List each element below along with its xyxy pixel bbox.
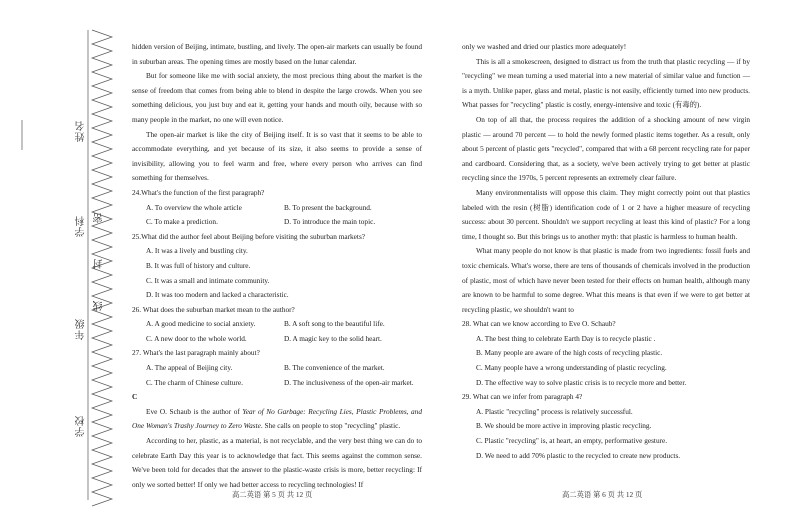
question-stem: 27. What's the last paragraph mainly about?: [132, 348, 260, 358]
page-footer: 高二英语 第 5 页 共 12 页: [232, 490, 313, 499]
answer-option: C. The charm of Chinese culture.: [146, 377, 243, 387]
question-options: [462, 405, 750, 463]
question-stem: 25.What did the author feel about Beijing before visiting the suburban markets?: [132, 231, 366, 241]
paragraph: On top of all that, the process requires the addition of a shocking amount of new virgin plastic — around 70 percent — to hold the newly formed plastic items together. As a result, only about 5 percent of plastic gets "recycled", compared that with a 68 percent recycling rate for paper and cardboard. Considering that, as a society, we've been actively trying to get better at plastic recycling since the 1970s, 5 percent represents an extremely clear failure.: [462, 114, 750, 183]
text: Eve O. Schaub is the author of: [146, 406, 243, 416]
label-grade: 年级: [76, 318, 87, 340]
paragraph: According to her, plastic, as a material, is not recyclable, and the very best thing we can do to celebrate Earth Day this year is to acknowledge that fact. This seems against the common sense. We've been told for decades that the answer to the plastic-waste crisis is more, better recycling: If only we sorted better! If only we had better access to recycling technologies! If: [132, 436, 422, 489]
binding-margin: [0, 0, 118, 522]
answer-option: A. Plastic "recycling" process is relatively successful.: [476, 406, 633, 416]
answer-option: A. The best thing to celebrate Earth Day is to recycle plastic .: [476, 333, 656, 343]
label-seal-1: 密: [94, 212, 105, 223]
question-stem: 29. What can we infer from paragraph 4?: [462, 392, 583, 402]
answer-option: C. Many people have a wrong understanding of plastic recycling.: [476, 363, 667, 373]
question-stem: 28. What can we know according to Eve O. Schaub?: [462, 319, 616, 329]
book-title: Year of No Garbage: Recycling Lies, Plastic Problems, and One Woman's Trashy Journey to Zero Waste: [132, 406, 422, 431]
answer-option: B. Many people are aware of the high costs of recycling plastic.: [476, 348, 663, 358]
paragraph: What many people do not know is that plastic is made from two ingredients: fossil fuels and toxic chemicals. What's worse, there are tens of thousands of chemicals involved in the production of plastic, most of which have never been tested for their effects on human health, although many are known to be harmful to some degree. What this means is that even if we were to get better at recycling plastic, we shouldn't want to: [462, 246, 750, 314]
label-seal-2: 封: [94, 258, 105, 269]
label-school: 学校: [76, 415, 87, 437]
answer-option: D. The effective way to solve plastic crisis is to recycle more and better.: [476, 377, 687, 387]
text: . She calls on people to stop "recycling" plastic.: [260, 421, 401, 431]
question-options: [132, 361, 422, 390]
paragraph: But for someone like me with social anxiety, the most precious thing about the market is the sense of freedom that comes from being able to blend in despite the large crowds. When you see something delicious, you just buy and eat it, getting your hands and mouth oily, because with so many people in the market, no one will even notice.: [132, 71, 422, 124]
answer-option: D. The inclusiveness of the open-air market.: [284, 377, 414, 387]
paragraph: [132, 405, 422, 434]
label-seal-3: 线: [94, 300, 105, 311]
paragraph: Many environmentalists will oppose this claim. They might correctly point out that plastics labeled with the resin (树脂) identification code of 1 or 2 have a higher measure of recycling success: about 30 percent. Shouldn't we support recycling at least this kind of plastic? For a long time, I thought so. But this brings us to another myth: that plastic is harmless to human health.: [462, 187, 750, 241]
answer-option: A. A good medicine to social anxiety.: [146, 319, 256, 329]
answer-option: B. A soft song to the beautiful life.: [284, 319, 385, 329]
paragraph-group: [462, 40, 750, 317]
question-stem: 24.What's the function of the first paragraph?: [132, 187, 265, 197]
answer-option: A. The appeal of Beijing city.: [146, 363, 233, 373]
paragraph: hidden version of Beijing, intimate, bustling, and lively. The open-air markets can usually be found in suburban areas. The opening times are mostly based on the lunar calendar.: [132, 42, 422, 66]
section-heading: C: [132, 392, 138, 402]
answer-option: D. It was too modern and lacked a characteristic.: [146, 290, 289, 300]
question-options: [462, 332, 750, 390]
answer-option: C. To make a prediction.: [146, 217, 218, 227]
question-options: [132, 317, 422, 346]
answer-option: C. Plastic "recycling" is, at heart, an empty, performative gesture.: [476, 436, 668, 446]
answer-option: B. We should be more active in improving plastic recycling.: [476, 421, 652, 431]
answer-option: B. The convenience of the market.: [284, 363, 385, 373]
answer-option: A. To overview the whole article: [146, 202, 242, 212]
answer-option: D. To introduce the main topic.: [284, 217, 376, 227]
answer-option: D. We need to add 70% plastic to the recycled to create new products.: [476, 450, 681, 460]
left-page: [132, 40, 422, 492]
answer-option: C. A new door to the whole world.: [146, 333, 247, 343]
answer-option: B. It was full of history and culture.: [146, 260, 251, 270]
question-group: [132, 186, 422, 390]
question-options: [132, 244, 422, 302]
label-name: 姓名: [76, 120, 87, 142]
paragraph: The open-air market is like the city of Beijing itself. It is so vast that it seems to be able to accommodate everything, and yet because of its size, it also seems to provide a sense of invisibility, allowing you to feel warm and free, where every person who arrives can find something for themselves.: [132, 129, 422, 183]
answer-option: C. It was a small and intimate community.: [146, 275, 270, 285]
answer-option: D. A magic key to the solid heart.: [284, 333, 382, 343]
page-footer: 高二英语 第 6 页 共 12 页: [562, 490, 643, 499]
question-options: [132, 201, 422, 230]
answer-option: B. To present the background.: [284, 202, 372, 212]
label-subject: 学科: [76, 215, 87, 237]
question-stem: 26. What does the suburban market mean to the author?: [132, 304, 295, 314]
paragraph: This is all a smokescreen, designed to distract us from the truth that plastic recycling — if by "recycling" we mean turning a used material into a new material of similar value and function — is a myth. Unlike paper, glass and metal, plastic is not easily, efficiently turned into new products. What passes for "recycling" plastic is costly, energy-intensive and toxic (有毒的).: [462, 56, 750, 110]
question-group: [462, 317, 750, 463]
right-page: [462, 40, 750, 463]
paragraph: only we washed and dried our plastics more adequately!: [462, 42, 627, 51]
answer-option: A. It was a lively and bustling city.: [146, 246, 248, 256]
